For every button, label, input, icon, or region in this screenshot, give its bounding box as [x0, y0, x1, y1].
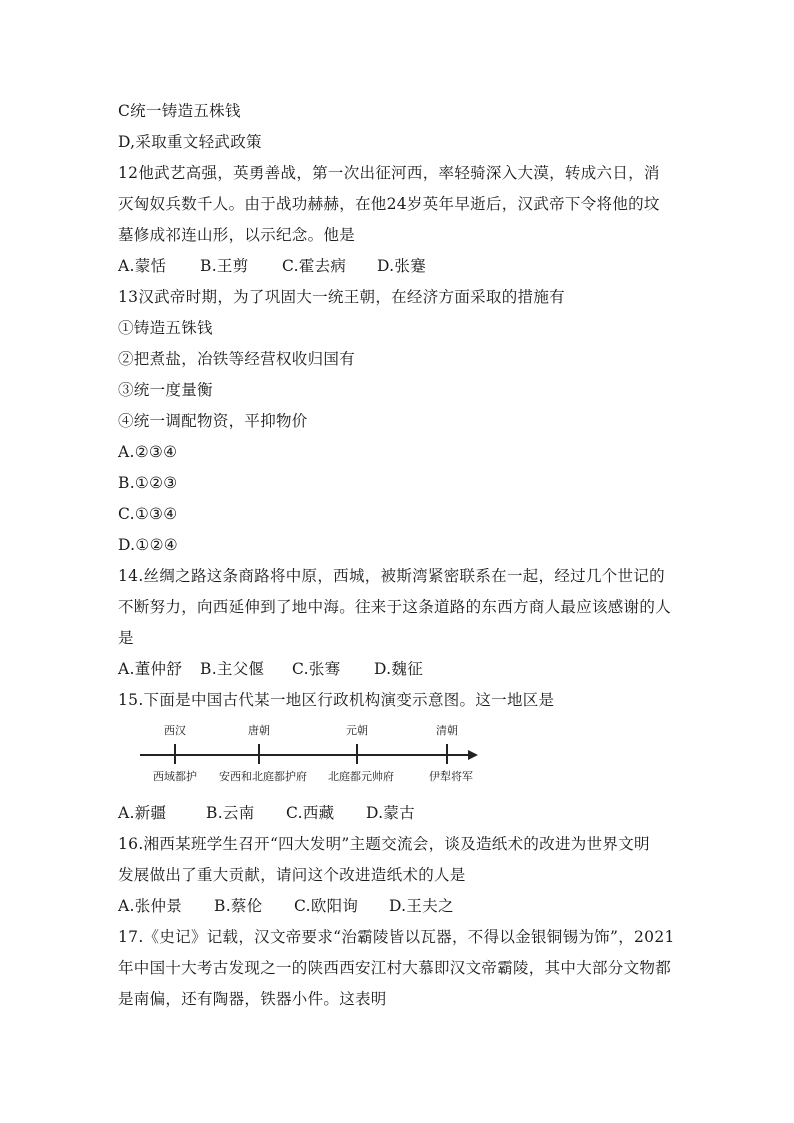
- q14-stem-line-2: 不断努力，向西延伸到了地中海。往来于这条道路的东西方商人最应该感谢的人: [118, 598, 672, 616]
- timeline-institution-3: 北庭都元帅府: [328, 770, 394, 783]
- q17-stem-line-2: 年中国十大考古发现之一的陕西西安江村大慕即汉文帝霸陵，其中大部分文物都: [118, 959, 672, 977]
- q15-stem: 15.下面是中国古代某一地区行政机构演变示意图。这一地区是: [118, 691, 555, 709]
- timeline-arrow-icon: [468, 750, 478, 760]
- q12-option-d: D.张蹇: [377, 257, 427, 275]
- q16-option-c: C.欧阳询: [294, 897, 359, 915]
- timeline-tick: [174, 744, 176, 764]
- timeline-period-qing: 清朝: [436, 724, 458, 737]
- q12-option-a: A.蒙恬: [118, 257, 167, 275]
- q16-option-a: A.张仲景: [118, 897, 183, 915]
- q16-stem-line-2: 发展做出了重大贡献，请问这个改进造纸术的人是: [118, 866, 466, 884]
- q15-option-d: D.蒙古: [366, 804, 416, 822]
- timeline-institution-4: 伊犁将军: [429, 770, 473, 783]
- q13-option-d: D.①②④: [118, 536, 178, 554]
- q16-option-d: D.王夫之: [389, 897, 454, 915]
- q11-option-c: C统一铸造五株钱: [118, 102, 241, 120]
- q13-item-3: ③统一度量衡: [118, 381, 213, 399]
- timeline-period-xihan: 西汉: [164, 724, 186, 737]
- timeline-institution-1: 西域都护: [153, 770, 197, 783]
- q17-stem-line-3: 是南偏，还有陶器，铁器小件。这表明: [118, 990, 387, 1008]
- q13-item-2: ②把煮盐，冶铁等经营权收归国有: [118, 350, 356, 368]
- q15-option-a: A.新疆: [118, 804, 167, 822]
- q17-stem-line-1: 17.《史记》记载，汉文帝要求“治霸陵皆以瓦器，不得以金银铜锡为饰”，2021: [118, 928, 675, 946]
- q16-option-b: B.蔡伦: [214, 897, 263, 915]
- q13-option-c: C.①③④: [118, 505, 178, 523]
- timeline-axis: [140, 754, 470, 756]
- q13-stem: 13汉武帝时期，为了巩固大一统王朝，在经济方面采取的措施有: [118, 288, 565, 306]
- q16-stem-line-1: 16.湘西某班学生召开“四大发明”主题交流会，谈及造纸术的改进为世界文明: [118, 835, 650, 853]
- q12-option-c: C.霍去病: [282, 257, 347, 275]
- q15-option-c: C.西藏: [286, 804, 335, 822]
- q13-option-a: A.②③④: [118, 443, 178, 461]
- timeline-period-tang: 唐朝: [248, 724, 270, 737]
- document-page: [118, 96, 688, 1015]
- q14-options: [118, 654, 688, 685]
- timeline-period-yuan: 元朝: [346, 724, 368, 737]
- q14-stem-line-1: 14.丝绸之路这条商路将中原，西城，被斯湾紧密联系在一起，经过几个世记的: [118, 567, 665, 585]
- q12-stem-line-2: 灭匈奴兵数千人。由于战功赫赫，在他24岁英年早逝后，汉武帝下令将他的坟: [118, 195, 660, 213]
- q13-item-1: ①铸造五铢钱: [118, 319, 213, 337]
- q13-item-4: ④统一调配物资，平抑物价: [118, 412, 308, 430]
- timeline-tick: [356, 744, 358, 764]
- q15-options: [118, 798, 688, 829]
- q11-option-d: D,采取重文轻武政策: [118, 133, 262, 151]
- timeline-tick: [258, 744, 260, 764]
- q16-options: [118, 891, 688, 922]
- q15-option-b: B.云南: [206, 804, 255, 822]
- q12-stem-line-1: 12他武艺高强，英勇善战，第一次出征河西，率轻骑深入大漠，转成六日，消: [118, 164, 660, 182]
- q14-option-a: A.董仲舒: [118, 660, 183, 678]
- q12-option-b: B.王剪: [200, 257, 249, 275]
- q12-stem-line-3: 墓修成祁连山形，以示纪念。他是: [118, 226, 356, 244]
- admin-evolution-timeline: [118, 720, 688, 792]
- q13-option-b: B.①②③: [118, 474, 178, 492]
- q14-option-c: C.张骞: [292, 660, 341, 678]
- q14-option-b: B.主父偃: [200, 660, 265, 678]
- q12-options: [118, 251, 688, 282]
- q14-option-d: D.魏征: [374, 660, 424, 678]
- timeline-tick: [446, 744, 448, 764]
- q14-stem-line-3: 是: [118, 629, 134, 647]
- timeline-institution-2: 安西和北庭都护府: [219, 770, 307, 783]
